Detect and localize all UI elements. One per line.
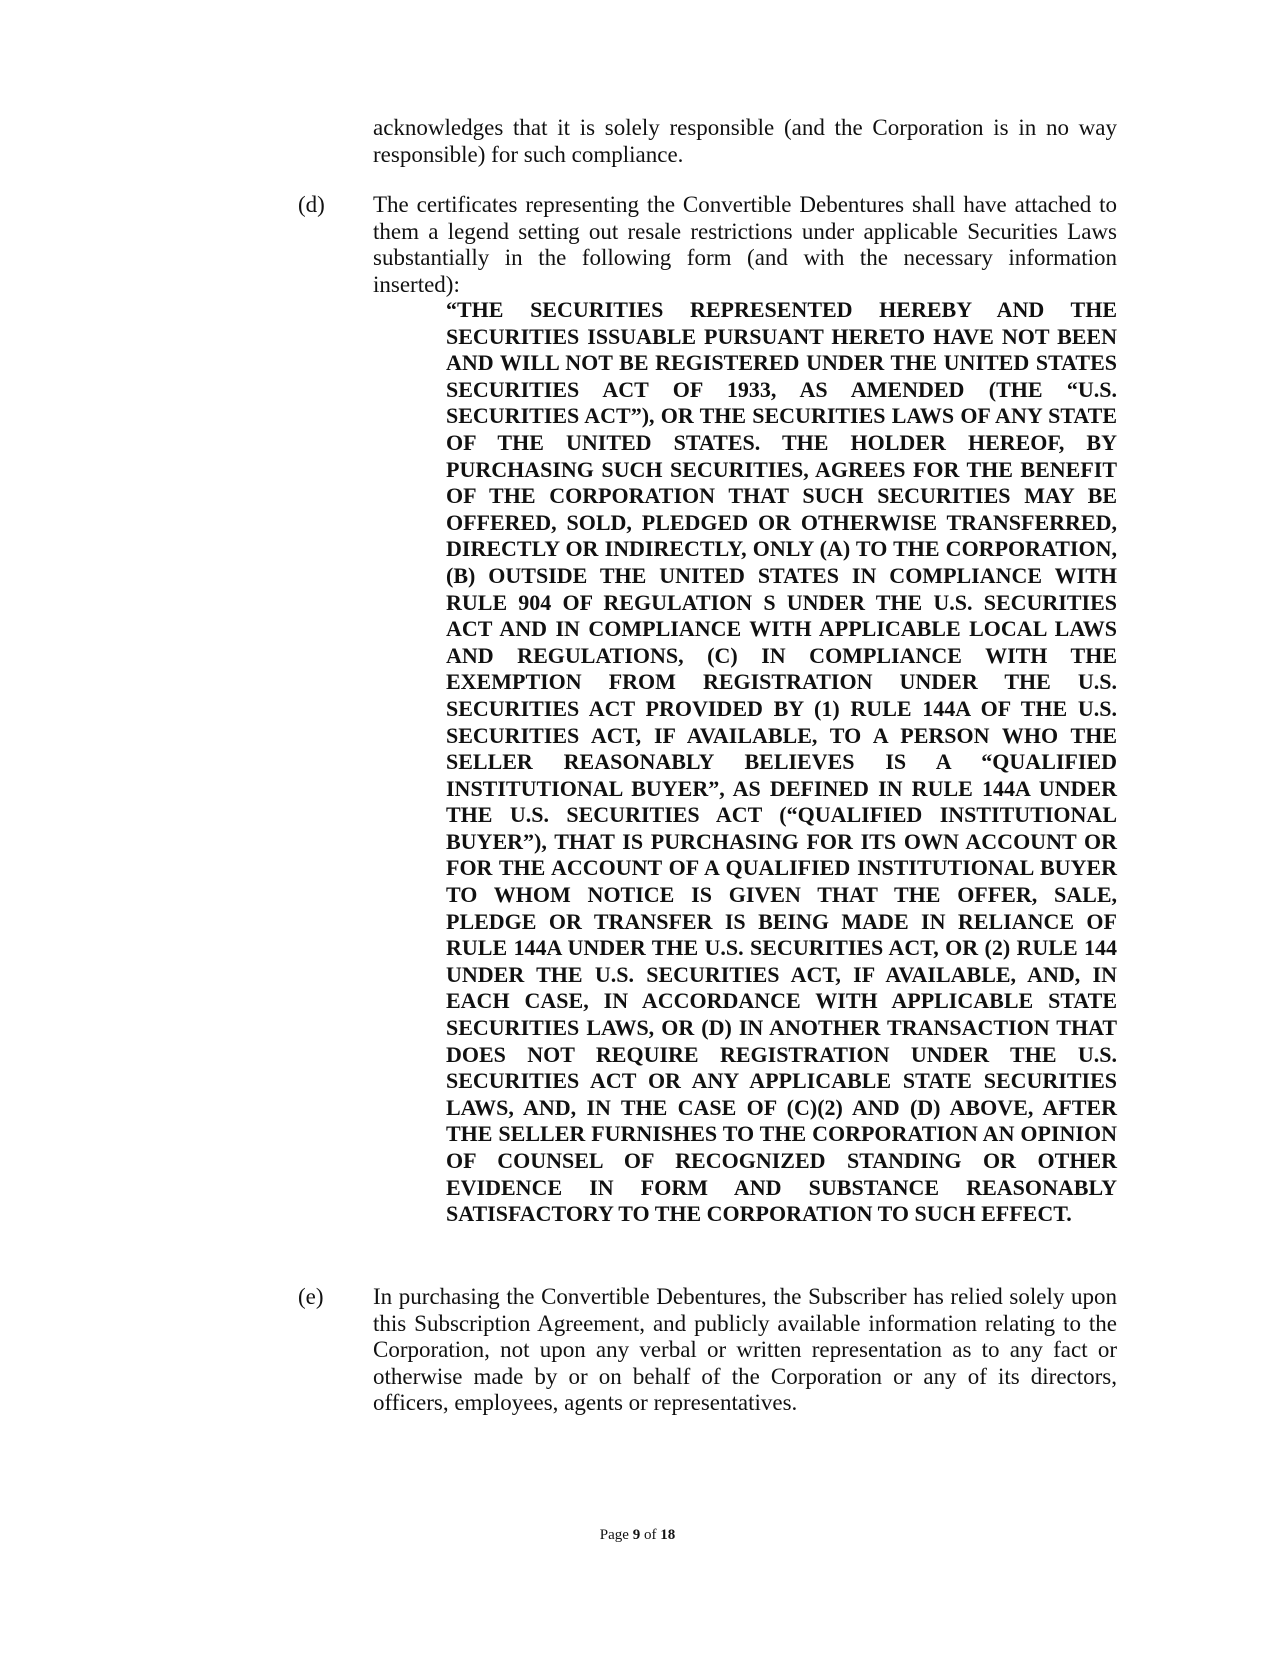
clause-d-marker: (d) — [298, 192, 325, 217]
page-label: Page — [599, 1527, 629, 1543]
securities-legend: “THE SECURITIES REPRESENTED HEREBY AND THE SECURITIES ISSUABLE PURSUANT HERETO HAVE NOT BEEN AND WILL NOT BE REGISTERED UNDER THE UNITED STATES SECURITIES ACT OF 1933, AS AMENDED (THE “U.S. SECURITIES ACT”), OR THE SECURITIES LAWS OF ANY STATE OF THE UNITED STATES. THE HOLDER HEREOF, BY PURCHASING SUCH SECURITIES, AGREES FOR THE BENEFIT OF THE CORPORATION THAT SUCH SECURITIES MAY BE OFFERED, SOLD, PLEDGED OR OTHERWISE TRANSFERRED, DIRECTLY OR INDIRECTLY, ONLY (A) TO THE CORPORATION, (B) OUTSIDE THE UNITED STATES IN COMPLIANCE WITH RULE 904 OF REGULATION S UNDER THE U.S. SECURITIES ACT AND IN COMPLIANCE WITH APPLICABLE LOCAL LAWS AND REGULATIONS, (C) IN COMPLIANCE WITH THE EXEMPTION FROM REGISTRATION UNDER THE U.S. SECURITIES ACT PROVIDED BY (1) RULE 144A OF THE U.S. SECURITIES ACT, IF AVAILABLE, TO A PERSON WHO THE SELLER REASONABLY BELIEVES IS A “QUALIFIED INSTITUTIONAL BUYER”, AS DEFINED IN RULE 144A UNDER THE U.S. SECURITIES ACT (“QUALIFIED INSTITUTIONAL BUYER”), THAT IS PURCHASING FOR ITS OWN ACCOUNT OR FOR THE ACCOUNT OF A QUALIFIED INSTITUTIONAL BUYER TO WHOM NOTICE IS GIVEN THAT THE OFFER, SALE, PLEDGE OR TRANSFER IS BEING MADE IN RELIANCE OF RULE 144A UNDER THE U.S. SECURITIES ACT, OR (2) RULE 144 UNDER THE U.S. SECURITIES ACT, IF AVAILABLE, AND, IN EACH CASE, IN ACCORDANCE WITH APPLICABLE STATE SECURITIES LAWS, OR (D) IN ANOTHER TRANSACTION THAT DOES NOT REQUIRE REGISTRATION UNDER THE U.S. SECURITIES ACT OR ANY APPLICABLE STATE SECURITIES LAWS, AND, IN THE CASE OF (C)(2) AND (D) ABOVE, AFTER THE SELLER FURNISHES TO THE CORPORATION AN OPINION OF COUNSEL OF RECOGNIZED STANDING OR OTHER EVIDENCE IN FORM AND SUBSTANCE REASONABLY SATISFACTORY TO THE CORPORATION TO SUCH EFFECT. — [446, 297, 1117, 1227]
clause-d-text: The certificates representing the Convertible Debentures shall have attached to them a legend setting out resale restrictions under applicable Securities Laws substantially in the following form (and with the necessary information inserted): — [373, 192, 1117, 297]
page-footer — [0, 1526, 1275, 1544]
clause-e-marker: (e) — [298, 1284, 324, 1309]
continuation-paragraph: acknowledges that it is solely responsible (and the Corporation is in no way responsible) for such compliance. — [373, 115, 1117, 167]
clause-e-text: In purchasing the Convertible Debentures, the Subscriber has relied solely upon this Subscription Agreement, and publicly available information relating to the Corporation, not upon any verbal or written representation as to any fact or otherwise made by or on behalf of the Corporation or any of its directors, officers, employees, agents or representatives. — [373, 1284, 1117, 1415]
page-total: 18 — [660, 1527, 676, 1543]
page-of-label: of — [643, 1527, 657, 1543]
page-number: 9 — [632, 1527, 641, 1543]
